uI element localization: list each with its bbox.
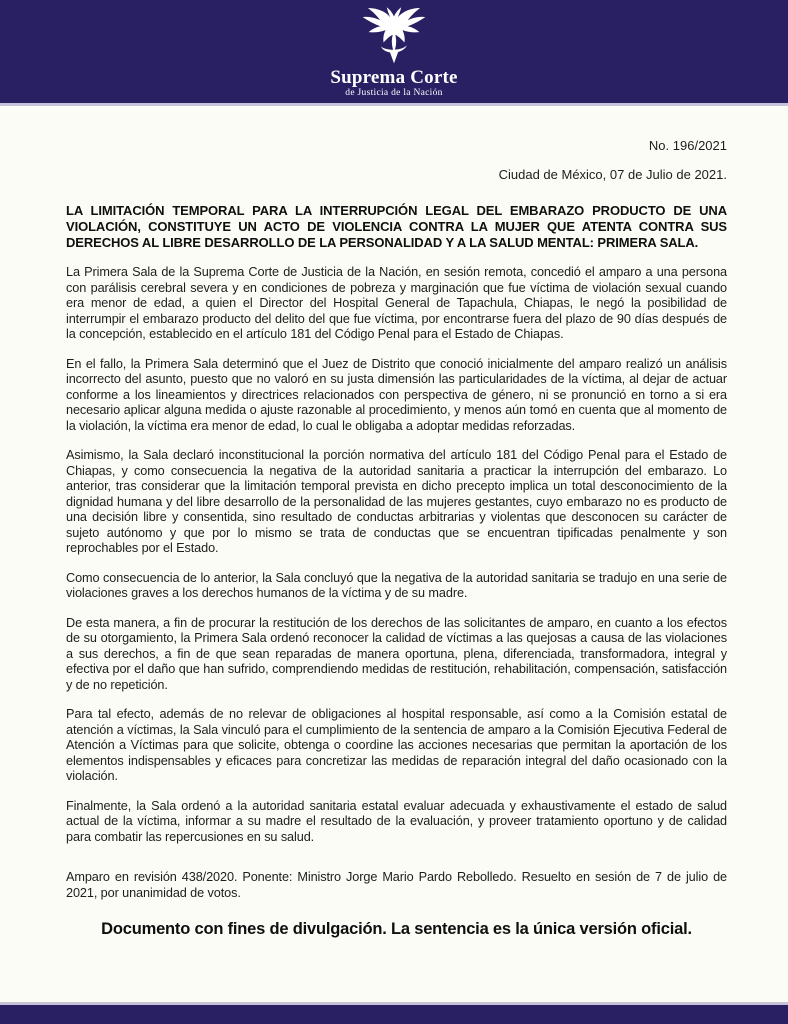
paragraph: Como consecuencia de lo anterior, la Sala concluyó que la negativa de la autoridad sanitaria se tradujo en una serie de violaciones graves a los derechos humanos de la víctima y de su madre.	[66, 570, 727, 600]
paragraph: Finalmente, la Sala ordenó a la autoridad sanitaria estatal evaluar adecuada y exhaustivamente el estado de salud actual de la víctima, informar a su madre el resultado de la evaluación, y proveer tratamiento oportuno y de calidad para combatir las repercusiones en su salud.	[66, 798, 727, 844]
paragraph: Asimismo, la Sala declaró inconstitucional la porción normativa del artículo 181 del Código Penal para el Estado de Chiapas, y como consecuencia la negativa de la autoridad sanitaria a practicar la interrupción del embarazo. Lo anterior, tras considerar que la limitación temporal prevista en dicho precepto implica un total desconocimiento de la dignidad humana y del libre desarrollo de la personalidad de las mujeres gestantes, cuyo embarazo no es producto de una decisión libre y consentida, sino resultado de conductas arbitrarias y violentas que desconocen su carácter de sujeto autónomo y que por lo mismo se trata de conductas que se encuentran tipificadas penalmente y son reprochables por el Estado.	[66, 448, 727, 555]
header-band	[0, 0, 788, 106]
org-subtitle: de Justicia de la Nación	[345, 88, 443, 99]
paragraph: La Primera Sala de la Suprema Corte de Justicia de la Nación, en sesión remota, concedió el amparo a una persona con parálisis cerebral severa y en condiciones de pobreza y marginación que fue víctima de violación sexual cuando era menor de edad, a quien el Director del Hospital General de Tapachula, Chiapas, le negó la posibilidad de interrumpir el embarazo producto del delito del que fue víctima, por encontrarse fuera del plazo de 90 días después de la concepción, establecido en el artículo 181 del Código Penal para el Estado de Chiapas.	[66, 265, 727, 341]
scjn-logo	[330, 6, 457, 99]
paragraph-list	[66, 265, 727, 845]
footer-band	[0, 1002, 788, 1024]
headline: LA LIMITACIÓN TEMPORAL PARA LA INTERRUPCIÓN LEGAL DEL EMBARAZO PRODUCTO DE UNA VIOLACIÓN, CONSTITUYE UN ACTO DE VIOLENCIA CONTRA LA MUJER QUE ATENTA CONTRA SUS DERECHOS AL LIBRE DESARROLLO DE LA PERSONALIDAD Y A LA SALUD MENTAL: PRIMERA SALA.	[66, 203, 727, 250]
document-number: No. 196/2021	[648, 138, 727, 153]
dateline: Ciudad de México, 07 de Julio de 2021.	[498, 167, 727, 182]
paragraph: Para tal efecto, además de no relevar de obligaciones al hospital responsable, así como a la Comisión estatal de atención a víctimas, la Sala vinculó para el cumplimiento de la sentencia de amparo a la Comisión Ejecutiva Federal de Atención a Víctimas para que solicite, obtenga o coordine las acciones necesarias que permitan la aportación de los elementos indispensables y eficaces para concretizar las medidas de reparación integral del daño ocasionado con la violación.	[66, 707, 727, 783]
disclaimer-note: Documento con fines de divulgación. La sentencia es la única versión oficial.	[101, 920, 692, 938]
case-note: Amparo en revisión 438/2020. Ponente: Ministro Jorge Mario Pardo Rebolledo. Resuelto en sesión de 7 de julio de 2021, por unanimidad de votos.	[66, 870, 727, 900]
paragraph: En el fallo, la Primera Sala determinó que el Juez de Distrito que conoció inicialmente del amparo realizó un análisis incorrecto del asunto, puesto que no valoró en su justa dimensión las particularidades de la víctima, al dejar de actuar conforme a los lineamientos y directrices relacionados con perspectiva de género, ni se pronunció en torno a si era necesario aplicar alguna medida o ajuste razonable al procedimiento, y menos aún tomó en cuenta que al momento de la violación, la víctima era menor de edad, lo cual le obligaba a adoptar medidas reforzadas.	[66, 356, 727, 433]
org-name: Suprema Corte	[330, 67, 458, 89]
paragraph: De esta manera, a fin de procurar la restitución de los derechos de las solicitantes de amparo, en cuanto a los efectos de su otorgamiento, la Primera Sala ordenó reconocer la calidad de víctimas a las quejosas a causa de las violaciones a sus derechos, a fin de que sean reparadas de manera oportuna, plena, diferenciada, transformadora, integral y efectiva por el daño que han sufrido, comprendiendo medidas de restitución, rehabilitación, compensación, satisfacción y de no repetición.	[66, 615, 727, 692]
eagle-icon	[350, 6, 438, 66]
document-body	[0, 138, 788, 939]
